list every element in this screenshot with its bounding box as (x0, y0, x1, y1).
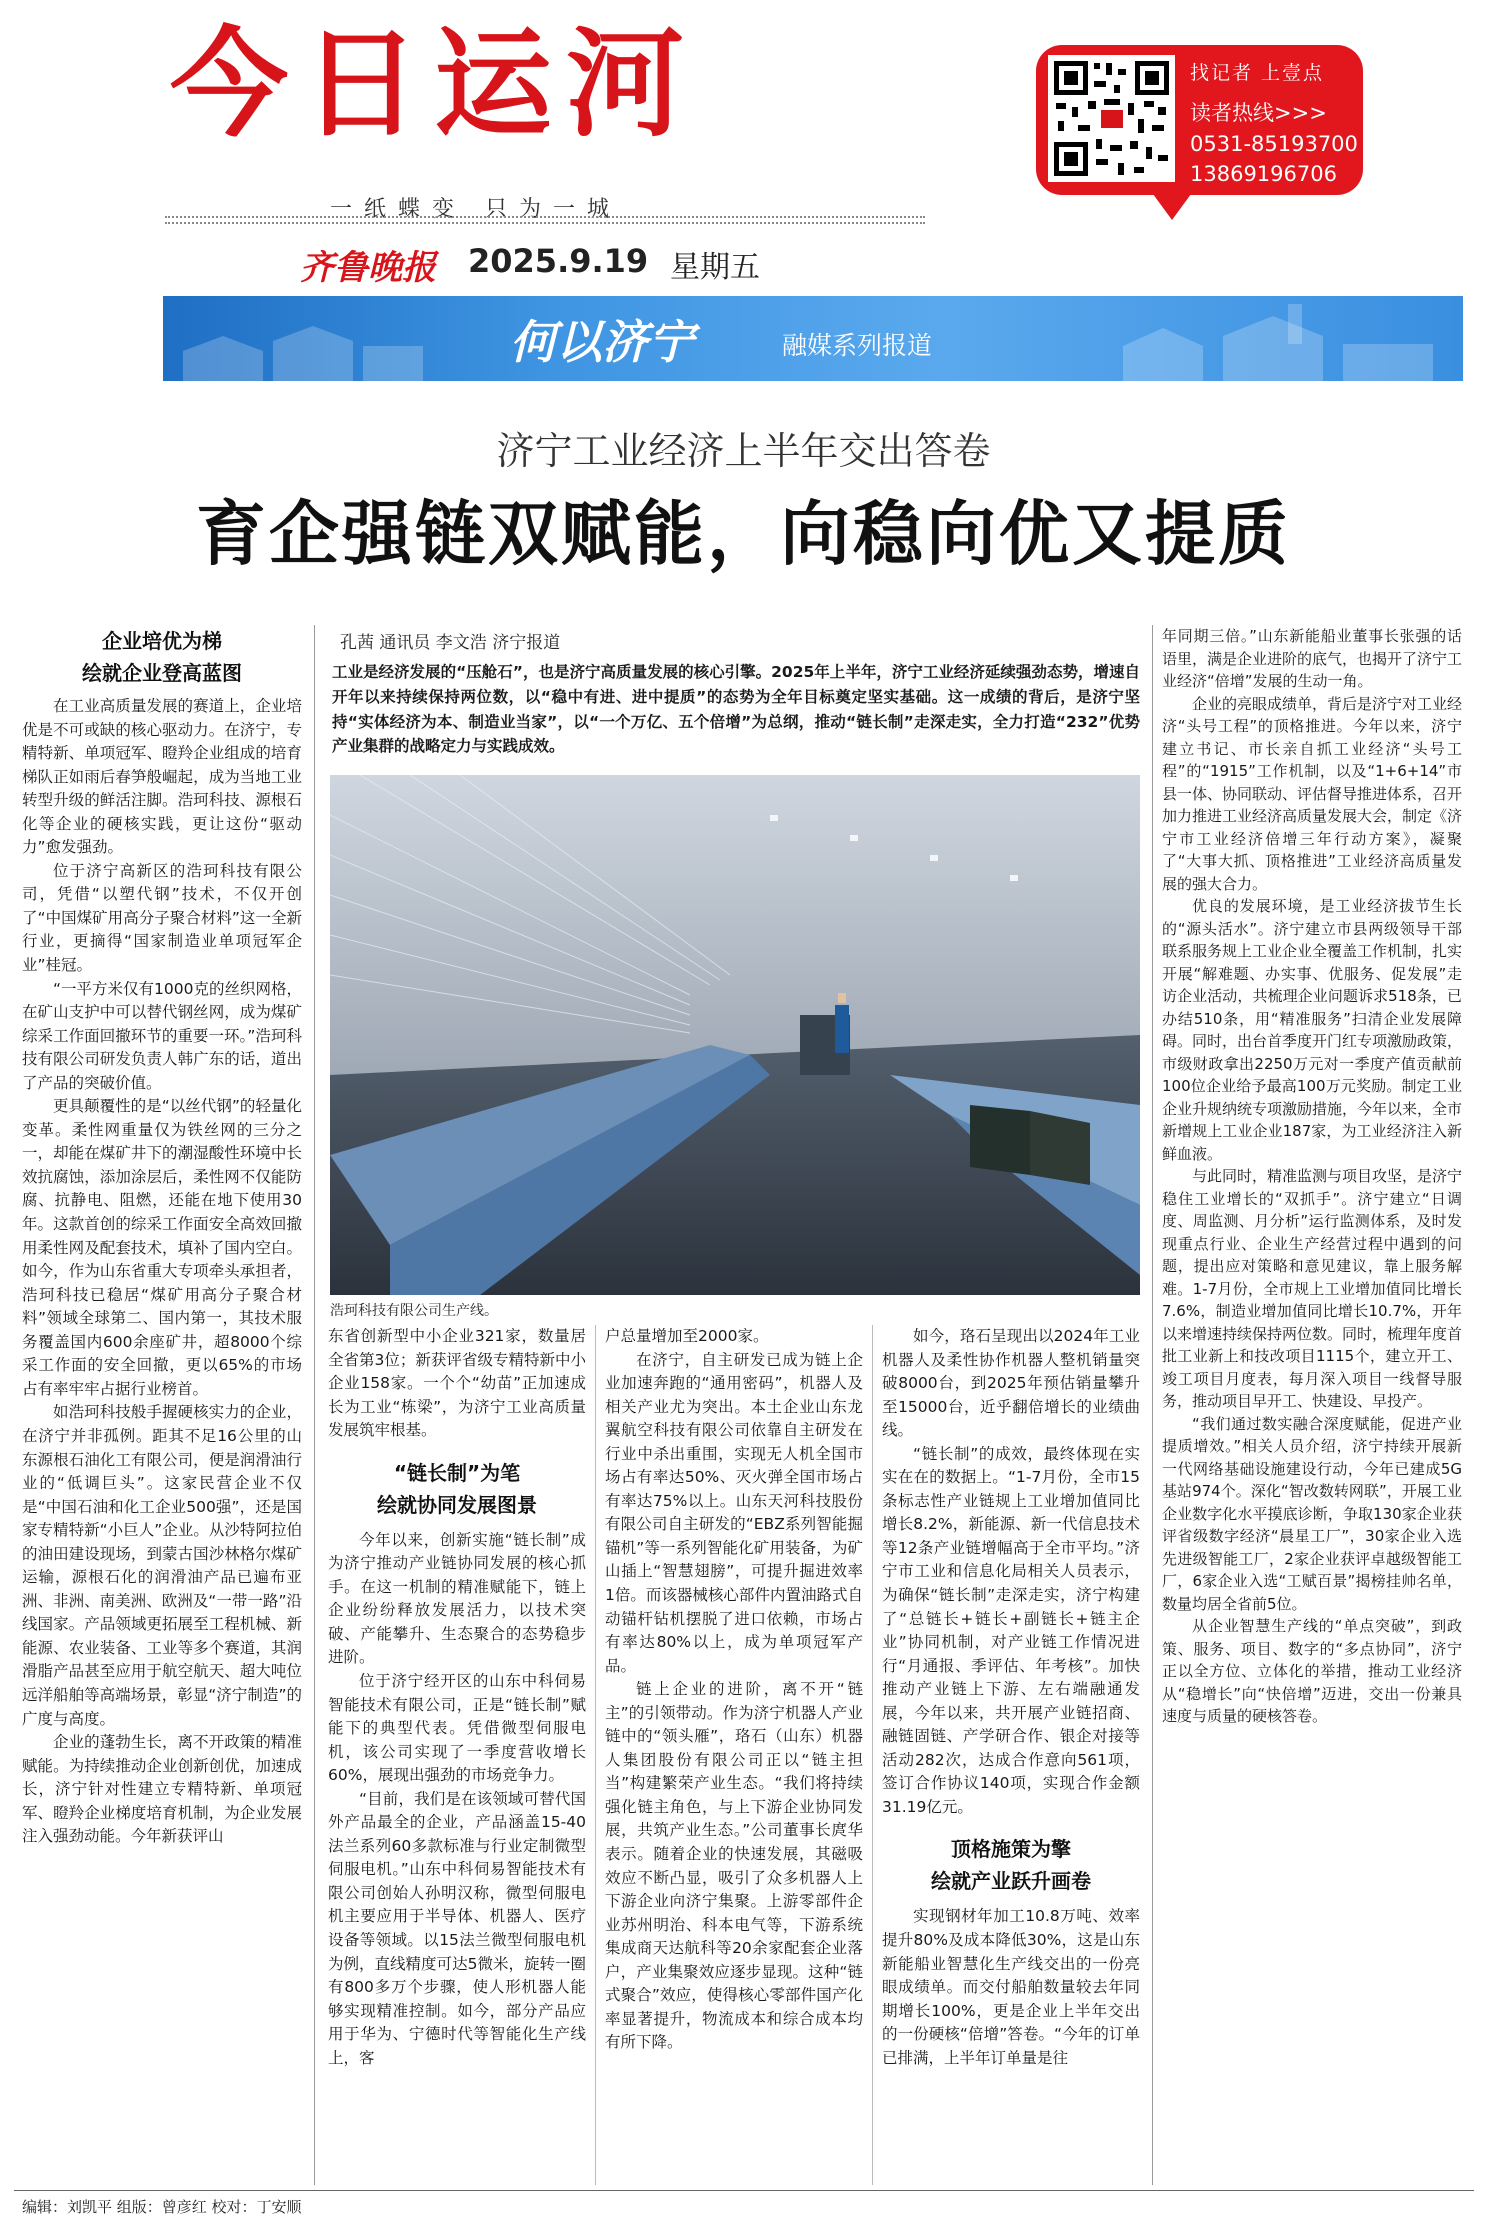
article-column-3 (605, 1325, 863, 2055)
article-column-2 (328, 1325, 586, 2070)
paragraph: “目前，我们是在该领域可替代国外产品最全的企业，产品涵盖15-40法兰系列60多款标准与行业定制微型伺服电机。”山东中科伺易智能技术有限公司创始人孙明汉称，微型伺服电机主要应用于半导体、机器人、医疗设备等领域。以15法兰微型伺服电机为例，直线精度可达5微米，旋转一圈有800多万个步骤，使人形机器人能够实现精准控制。如今，部分产品应用于华为、宁德时代等智能化生产线上，客 (328, 1789, 586, 2067)
section-subhead: 企业培优为梯 (102, 629, 222, 653)
paragraph: 位于济宁经开区的山东中科伺易智能技术有限公司，正是“链长制”赋能下的典型代表。凭借微型伺服电机，该公司实现了一季度营收增长60%，展现出强劲的市场竞争力。 (328, 1672, 586, 1785)
photo-caption: 浩珂科技有限公司生产线。 (330, 1303, 498, 1319)
masthead-slogan: 一纸蝶变 只为一城 (330, 197, 621, 222)
article-column-4 (882, 1325, 1140, 2070)
paragraph: 户总量增加至2000家。 (605, 1327, 769, 1345)
column-rule (872, 1325, 873, 2185)
hotline-box-tail (1150, 190, 1194, 220)
article-lead: 工业是经济发展的“压舱石”，也是济宁高质量发展的核心引擎。2025年上半年，济宁工业经济延续强劲态势，增速自开年以来持续保持两位数，以“稳中有进、进中提质”的态势为全年目标奠定坚实基础。这一成绩的背后，是济宁坚持“实体经济为本、制造业当家”，以“一个万亿、五个倍增”为总纲，推动“链长制”走深走实，全力打造“232”优势产业集群的战略定力与实践成效。 (332, 663, 1140, 756)
paragraph: 年同期三倍。”山东新能船业董事长张强的话语里，满是企业进阶的底气，也揭开了济宁工业经济“倍增”发展的生动一角。 (1162, 627, 1463, 690)
paragraph: 在工业高质量发展的赛道上，企业培优是不可或缺的核心驱动力。在济宁，专精特新、单项冠军、瞪羚企业组成的培育梯队正如雨后春笋般崛起，成为当地工业转型升级的鲜活注脚。浩珂科技、源根石化等企业的硬核实践，更让这份“驱动力”愈发强劲。 (22, 697, 302, 857)
paragraph: 实现钢材年加工10.8万吨、效率提升80%及成本降低30%，这是山东新能船业智慧化生产线交出的一份亮眼成绩单。而交付船舶数量较去年同期增长100%，更是企业上半年交出的一份硬核“倍增”答卷。“今年的订单已排满，上半年订单量是往 (882, 1907, 1140, 2067)
paragraph: “我们通过数实融合深度赋能，促进产业提质增效。”相关人员介绍，济宁持续开展新一代网络基础设施建设行动，今年已建成5G基站974个。深化“智改数转网联”，开展工业企业数字化水平摸底诊断，争取130家企业获评省级数字经济“晨星工厂”，30家企业入选先进级智能工厂，2家企业获评卓越级智能工厂，6家企业入选“工赋百景”揭榜挂帅名单，数量均居全省前5位。 (1162, 1414, 1462, 1613)
byline: 孔茜 通讯员 李文浩 济宁报道 (340, 633, 561, 653)
hotline-label: 读者热线>>> (1190, 101, 1327, 125)
paragraph: 企业的亮眼成绩单，背后是济宁对工业经济“头号工程”的顶格推进。今年以来，济宁建立书记、市长亲自抓工业经济“头号工程”的“1915”工作机制，以及“1+6+14”市县一体、协同联动、评估督导推进体系，召开加力推进工业经济高质量发展大会，制定《济宁市工业经济倍增三年行动方案》，凝聚了“大事大抓、顶格推进”工业经济高质量发展的强大合力。 (1162, 694, 1463, 893)
banner-title: 何以济宁 (510, 315, 694, 369)
column-rule (595, 1325, 596, 2185)
issue-date: 2025.9.19 (468, 242, 649, 280)
article-headline: 育企强链双赋能，向稳向优又提质 (196, 492, 1291, 575)
paragraph: 在济宁，自主研发已成为链上企业加速奔跑的“通用密码”，机器人及相关产业尤为突出。本土企业山东龙翼航空科技有限公司依靠自主研发在行业中杀出重围，实现无人机全国市场占有率达50%、灭火弹全国市场占有率达75%以上。山东天河科技股份有限公司自主研发的“EBZ系列智能掘锚机”等一系列智能化矿用装备，为矿山插上“智慧翅膀”，可提升掘进效率1倍。而该器械核心部件内置油路式自动锚杆钻机摆脱了进口依赖，市场占有率达80%以上，成为单项冠军产品。 (605, 1350, 863, 1675)
column-rule (1152, 625, 1153, 2185)
paragraph: 东省创新型中小企业321家，数量居全省第3位；新获评省级专精特新中小企业158家。一个个“幼苗”正加速成长为工业“栋梁”，为济宁工业高质量发展筑牢根基。 (328, 1327, 586, 1440)
paragraph: 链上企业的进阶，离不开“链主”的引领带动。作为济宁机器人产业链中的“领头雁”，珞石（山东）机器人集团股份有限公司正以“链主担当”构建繁荣产业生态。“我们将持续强化链主角色，与上下游企业协同发展，共筑产业生态。”公司董事长庹华表示。随着企业的快速发展，其磁吸效应不断凸显，吸引了众多机器人上下游企业向济宁集聚。上游零部件企业苏州明治、科本电气等，下游系统集成商天达航科等20余家配套企业落户，产业集聚效应逐步显现。这种“链式聚合”效应，使得核心零部件国产化率显著提升，物流成本和综合成本均有所下降。 (605, 1680, 863, 2052)
issue-weekday: 星期五 (670, 250, 760, 285)
section-subhead: 绘就协同发展图景 (377, 1492, 537, 1517)
masthead-divider (165, 216, 925, 218)
section-subhead: “链长制”为笔 (393, 1460, 521, 1485)
paragraph: 与此同时，精准监测与项目攻坚，是济宁稳住工业增长的“双抓手”。济宁建立“日调度、周监测、月分析”运行监测体系，及时发现重点行业、企业生产经营过程中遇到的问题，提出应对策略和意见建议，靠上服务解难。1-7月份，全市规上工业增加值同比增长7.6%，制造业增加值同比增长10.7%，开年以来增速持续保持两位数。同时，梳理年度首批工业新上和技改项目1115个，建立开工、竣工项目月度表，每月深入项目一线督导服务，推动项目早开工、快建设、早投产。 (1162, 1167, 1463, 1410)
paragraph: 如今，珞石呈现出以2024年工业机器人及柔性协作机器人整机销量突破8000台，到2025年预估销量攀升至15000台，近乎翻倍增长的业绩曲线。 (882, 1327, 1140, 1440)
article-kicker: 济宁工业经济上半年交出答卷 (496, 429, 991, 473)
masthead-title: 今日运河 (170, 15, 699, 153)
masthead-divider-2 (165, 222, 925, 224)
factory-photo (330, 775, 1140, 1295)
paragraph: 位于济宁高新区的浩珂科技有限公司，凭借“以塑代钢”技术，不仅开创了“中国煤矿用高分子聚合材料”这一全新行业，更摘得“国家制造业单项冠军企业”桂冠。 (22, 861, 302, 975)
paper-name: 齐鲁晚报 (300, 248, 436, 288)
section-subhead: 绘就企业登高蓝图 (82, 661, 242, 685)
column-rule (314, 625, 315, 2185)
paragraph: 今年以来，创新实施“链长制”成为济宁推动产业链协同发展的核心抓手。在这一机制的精准赋能下，链上企业纷纷释放发展活力，以技术突破、产能攀升、生态聚合的态势稳步进阶。 (328, 1530, 586, 1667)
paragraph: 如浩珂科技般手握硬核实力的企业，在济宁并非孤例。距其不足16公里的山东源根石油化工有限公司，便是润滑油行业的“低调巨头”。这家民营企业不仅是“中国石油和化工企业500强”，还是国家专精特新“小巨人”企业。从沙特阿拉伯的油田建设现场，到蒙古国沙林格尔煤矿运输，源根石化的润滑油产品已遍布亚洲、非洲、南美洲、欧洲及“一带一路”沿线国家。产品领域更拓展至工程机械、新能源、农业装备、工业等多个赛道，其润滑脂产品甚至应用于航空航天、超大吨位远洋船舶等高端场景，彰显“济宁制造”的广度与高度。 (22, 1403, 302, 1728)
section-subhead: 顶格施策为擎 (951, 1837, 1071, 1862)
qr-code-icon[interactable] (1048, 55, 1175, 182)
banner-subtitle: 融媒系列报道 (782, 331, 933, 360)
paragraph: 优良的发展环境，是工业经济拔节生长的“源头活水”。济宁建立市县两级领导干部联系服务规上工业企业全覆盖工作机制，扎实开展“解难题、办实事、优服务、促发展”走访企业活动，共梳理企业问题诉求518条，已办结510条，用“精准服务”扫清企业发展障碍。同时，出台首季度开门红专项激励政策，市级财政拿出2250万元对一季度产值贡献前100位企业给予最高100万元奖励。制定工业企业升规纳统专项激励措施，今年以来，全市新增规上工业企业187家，为工业经济注入新鲜血液。 (1162, 897, 1463, 1163)
article-column-5 (1162, 625, 1462, 1728)
hotline-phone-1: 0531-85193700 (1190, 132, 1358, 156)
paragraph: “一平方米仅有1000克的丝织网格，在矿山支护中可以替代钢丝网，成为煤矿综采工作面回撤环节的重要一环。”浩珂科技有限公司研发负责人韩广东的话，道出了产品的突破价值。 (22, 979, 302, 1092)
footer-rule (14, 2190, 1474, 2191)
editor-credits: 编辑：刘凯平 组版：曾彦红 校对：丁安顺 (22, 2198, 302, 2216)
paragraph: 从企业智慧生产线的“单点突破”，到政策、服务、项目、数字的“多点协同”，济宁正以全方位、立体化的举措，推动工业经济从“稳增长”向“快倍增”迈进，交出一份兼具速度与质量的硬核答卷。 (1162, 1617, 1462, 1725)
hotline-phone-2: 13869196706 (1190, 162, 1337, 186)
paragraph: “链长制”的成效，最终体现在实实在在的数据上。“1-7月份，全市15条标志性产业链规上工业增加值同比增长8.2%，新能源、新一代信息技术等12条产业链增幅高于全市平均。”济宁市工业和信息化局相关人员表示，为确保“链长制”走深走实，济宁构建了“总链长+链长+副链长+链主企业”协同机制，对产业链工作情况进行“月通报、季评估、年考核”。加快推动产业链上下游、左右端融通发展，今年以来，共开展产业链招商、融链固链、产学研合作、银企对接等活动282次，达成合作意向561项，签订合作协议140项，实现合作金额31.19亿元。 (882, 1444, 1140, 1816)
paragraph: 企业的蓬勃生长，离不开政策的精准赋能。为持续推动企业创新创优，加速成长，济宁针对性建立专精特新、单项冠军、瞪羚企业梯度培育机制，为企业发展注入强劲动能。今年新获评山 (22, 1733, 302, 1846)
hotline-title: 找记者 上壹点 (1190, 62, 1325, 84)
section-subhead: 绘就产业跃升画卷 (931, 1869, 1091, 1894)
paragraph: 更具颠覆性的是“以丝代钢”的轻量化变革。柔性网重量仅为铁丝网的三分之一，却能在煤矿井下的潮湿酸性环境中长效抗腐蚀，添加涂层后，柔性网不仅能防腐、抗静电、阻燃，还能在地下使用30年。这款首创的综采工作面安全高效回撤用柔性网及配套技术，填补了国内空白。如今，作为山东省重大专项牵头承担者，浩珂科技已稳居“煤矿用高分子聚合材料”领域全球第二、国内第一，其技术服务覆盖国内600余座矿井，超8000个综采工作面的安全回撤，更以65%的市场占有率牢牢占据行业榜首。 (22, 1097, 302, 1398)
article-column-1 (22, 625, 302, 1849)
